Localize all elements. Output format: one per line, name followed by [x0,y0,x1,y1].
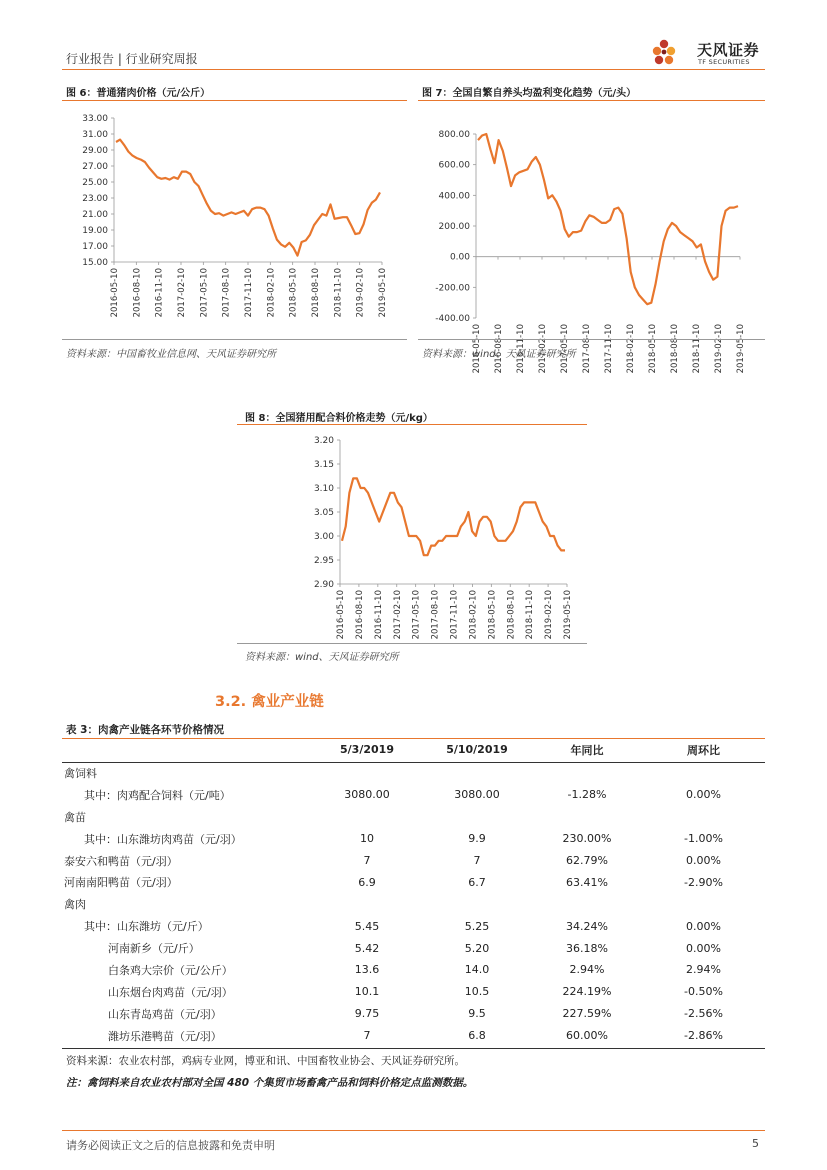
x-tick-label: 2017-02-10 [177,268,187,318]
table-cell: -0.50% [684,985,723,999]
y-tick-label: 27.00 [82,162,108,172]
table-cell [642,806,765,828]
table-row-label: 其中：肉鸡配合饲料（元/吨） [84,788,231,802]
y-tick-label: 200.00 [438,222,470,232]
logo-text: 天风证券 [697,41,760,59]
y-tick-label: 17.00 [82,242,108,252]
y-tick-label: 21.00 [82,210,108,220]
table-header-cell [62,738,312,762]
table-cell: 3080.00 [344,788,390,802]
table-row [62,850,765,872]
x-tick-label: 2018-05-10 [648,324,658,374]
table-row [62,828,765,850]
x-tick-label: 2016-11-10 [373,590,384,640]
y-tick-label: -200.00 [435,283,470,294]
table-row [62,937,765,959]
table-cell: 13.6 [354,963,380,977]
table-cell: 7 [363,1029,371,1043]
fig6-title: 图 6：普通猪肉价格（元/公斤） [66,88,211,99]
fig6-source: 资料来源：中国畜牧业信息网、天风证券研究所 [66,349,276,360]
y-tick-label: 33.00 [82,114,108,124]
x-tick-label: 2018-08-10 [506,590,517,640]
table-cell [532,893,642,915]
table-cell [532,806,642,828]
x-tick-label: 2019-05-10 [736,324,746,374]
table-cell: 63.41% [566,875,608,889]
fig7-top-rule [418,100,765,101]
table-header-cell: 5/3/2019 [312,738,422,762]
table-cell: 60.00% [566,1029,608,1043]
y-tick-label: 15.00 [82,258,108,268]
y-tick-label: 2.95 [313,556,334,566]
table-cell [422,762,532,784]
table-cell: 7 [363,854,371,867]
x-tick-label: 2017-11-10 [244,268,254,318]
fig7-bottom-rule [418,339,765,340]
x-tick-label: 2019-05-10 [378,268,388,318]
table-row-label: 山东青岛鸡苗（元/羽） [108,1007,222,1021]
fig6-chart [62,106,407,336]
table-row [62,784,765,806]
table-cell: 10.1 [354,985,380,999]
x-tick-label: 2016-08-10 [494,324,504,374]
y-tick-label: 23.00 [82,194,108,204]
x-tick-label: 2016-08-10 [354,590,365,640]
table-cell [312,893,422,915]
header-divider [62,69,765,70]
x-tick-label: 2017-02-10 [392,590,403,640]
table-cell [642,762,765,784]
y-tick-label: 3.05 [313,508,334,518]
x-tick-label: 2018-11-10 [692,324,702,374]
table-cell: 2.94% [569,963,605,977]
table-row [62,871,765,893]
x-tick-label: 2019-02-10 [714,324,724,374]
price-table [62,738,765,1047]
y-tick-label: 19.00 [82,226,108,236]
table-row-label: 白条鸡大宗价（元/公斤） [108,963,233,977]
x-tick-label: 2016-05-10 [110,268,120,318]
y-tick-label: 3.00 [313,532,334,542]
x-tick-label: 2017-11-10 [604,324,614,374]
table-cell: 224.19% [562,985,612,999]
x-tick-label: 2017-05-10 [199,268,210,318]
x-tick-label: 2017-02-10 [538,324,548,374]
table-cell: 10.5 [464,985,490,999]
table-cell: 6.8 [468,1029,486,1043]
fig8-bottom-rule [237,643,587,644]
table-cell: 5.20 [464,941,490,955]
table-title: 表 3：肉禽产业链各环节价格情况 [66,724,224,736]
logo-flower-icon [650,36,696,70]
series-line [478,134,738,304]
table-row-label: 潍坊乐港鸭苗（元/羽） [108,1029,222,1043]
x-tick-label: 2018-11-10 [525,590,536,640]
x-tick-label: 2018-02-10 [266,268,277,318]
fig6-bottom-rule [62,339,407,340]
table-row-label: 禽肉 [64,898,86,912]
table-row-label: 其中：山东潍坊（元/斤） [84,920,209,934]
table-row [62,981,765,1003]
table-row-label: 河南南阳鸭苗（元/羽） [64,876,178,890]
table-header-cell: 年同比 [532,738,642,762]
table-row-label: 山东烟台肉鸡苗（元/羽） [108,985,233,999]
table-row [62,915,765,937]
table-cell: 9.9 [468,832,486,846]
table-cell: 5.25 [464,919,490,933]
x-tick-label: 2016-11-10 [154,268,165,318]
table-cell: 36.18% [566,941,608,955]
table-row [62,762,765,784]
y-tick-label: 31.00 [82,130,108,140]
fig8-title: 图 8：全国猪用配合料价格走势（元/kg） [245,413,433,424]
table-row-label: 禽苗 [64,810,86,824]
table-header-cell: 5/10/2019 [422,738,532,762]
table-cell: 5.42 [354,941,380,955]
table-row [62,1025,765,1047]
table-header-row [62,738,765,762]
fig8-chart [237,430,587,640]
table-cell: 62.79% [566,854,608,867]
table-row-label: 河南新乡（元/斤） [108,942,200,956]
table-cell: 34.24% [566,919,608,933]
y-tick-label: 3.10 [313,484,334,494]
section-heading: 3.2. 禽业产业链 [215,694,324,710]
fig8-top-rule [237,424,587,425]
logo-subtext: TF SECURITIES [698,58,750,66]
table-row-label: 泰安六和鸭苗（元/羽） [64,854,178,868]
footer-divider [62,1130,765,1131]
x-tick-label: 2017-08-10 [221,268,232,318]
table-cell: 2.94% [686,963,721,977]
x-tick-label: 2016-11-10 [516,324,526,374]
table-cell: -2.56% [684,1007,723,1021]
series-line [342,478,565,555]
table-cell [422,806,532,828]
x-tick-label: 2018-08-10 [311,268,321,318]
table-cell: 6.7 [468,875,486,889]
x-tick-label: 2016-05-10 [472,324,482,374]
x-tick-label: 2018-08-10 [670,324,680,374]
table-cell: 14.0 [464,963,490,977]
table-cell: -1.28% [567,788,607,802]
x-tick-label: 2017-05-10 [411,590,422,640]
footer-disclaimer: 请务必阅读正文之后的信息披露和免责申明 [66,1139,275,1152]
table-source: 资料来源：农业农村部，鸡病专业网，博亚和讯、中国畜牧业协会、天风证券研究所。 [66,1055,465,1067]
y-tick-label: -400.00 [435,314,470,324]
x-tick-label: 2019-02-10 [544,590,555,640]
x-tick-label: 2018-05-10 [288,268,299,318]
table-cell: 9.75 [354,1007,380,1021]
table-cell: -2.90% [684,875,723,889]
table-bottom-rule [62,1048,765,1049]
fig7-title: 图 7：全国自繁自养头均盈利变化趋势（元/头） [422,88,637,99]
header-title: 行业报告 | 行业研究周报 [66,52,198,66]
table-cell: 10 [360,832,374,846]
table-top-rule [62,738,765,739]
table-cell [312,806,422,828]
x-tick-label: 2016-08-10 [132,268,143,318]
x-tick-label: 2017-08-10 [582,324,592,374]
table-row [62,1003,765,1025]
table-row [62,893,765,915]
y-tick-label: 3.20 [313,436,334,446]
table-cell: 6.9 [358,875,376,889]
y-tick-label: 2.90 [313,580,334,590]
table-cell: 0.00% [686,941,721,955]
x-tick-label: 2019-02-10 [355,268,366,318]
table-header-cell: 周环比 [642,738,765,762]
table-cell [312,762,422,784]
table-row-label: 其中：山东潍坊肉鸡苗（元/羽） [84,832,242,846]
table-cell [532,762,642,784]
y-tick-label: 800.00 [438,130,470,140]
table-cell: 9.5 [468,1007,486,1021]
table-row [62,959,765,981]
table-cell: 227.59% [562,1007,612,1021]
y-tick-label: 3.15 [313,460,334,470]
table-cell: 0.00% [686,788,721,802]
table-cell [422,893,532,915]
table-cell: 5.45 [354,919,380,933]
series-line [116,140,380,256]
x-tick-label: 2018-05-10 [487,590,498,640]
table-cell: 3080.00 [454,788,500,802]
y-tick-label: 400.00 [438,191,470,202]
y-tick-label: 25.00 [82,178,108,188]
y-tick-label: 29.00 [82,146,108,156]
table-cell: -2.86% [684,1029,723,1043]
x-tick-label: 2016-05-10 [336,590,346,640]
table-cell: 0.00% [686,854,721,867]
x-tick-label: 2017-11-10 [449,590,460,640]
fig8-source: 资料来源：wind、天风证券研究所 [245,652,399,663]
y-tick-label: 600.00 [438,160,470,171]
fig6-top-rule [62,100,407,101]
fig7-source: 资料来源：wind、天风证券研究所 [422,349,576,360]
page-number: 5 [752,1137,759,1150]
x-tick-label: 2017-05-10 [560,324,570,374]
table-cell: 230.00% [562,832,612,846]
table-row [62,806,765,828]
x-tick-label: 2018-11-10 [333,268,344,318]
y-tick-label: 0.00 [449,252,470,263]
x-tick-label: 2018-02-10 [626,324,636,374]
x-tick-label: 2018-02-10 [468,590,479,640]
table-cell: 7 [473,854,481,867]
table-row-label: 禽饲料 [64,767,97,781]
x-tick-label: 2017-08-10 [430,590,441,640]
table-cell: -1.00% [684,832,723,846]
table-note: 注：禽饲料来自农业农村部对全国 480 个集贸市场畜禽产品和饲料价格定点监测数据。 [66,1077,474,1089]
x-tick-label: 2019-05-10 [563,590,573,640]
table-cell: 0.00% [686,919,721,933]
table-cell [642,893,765,915]
